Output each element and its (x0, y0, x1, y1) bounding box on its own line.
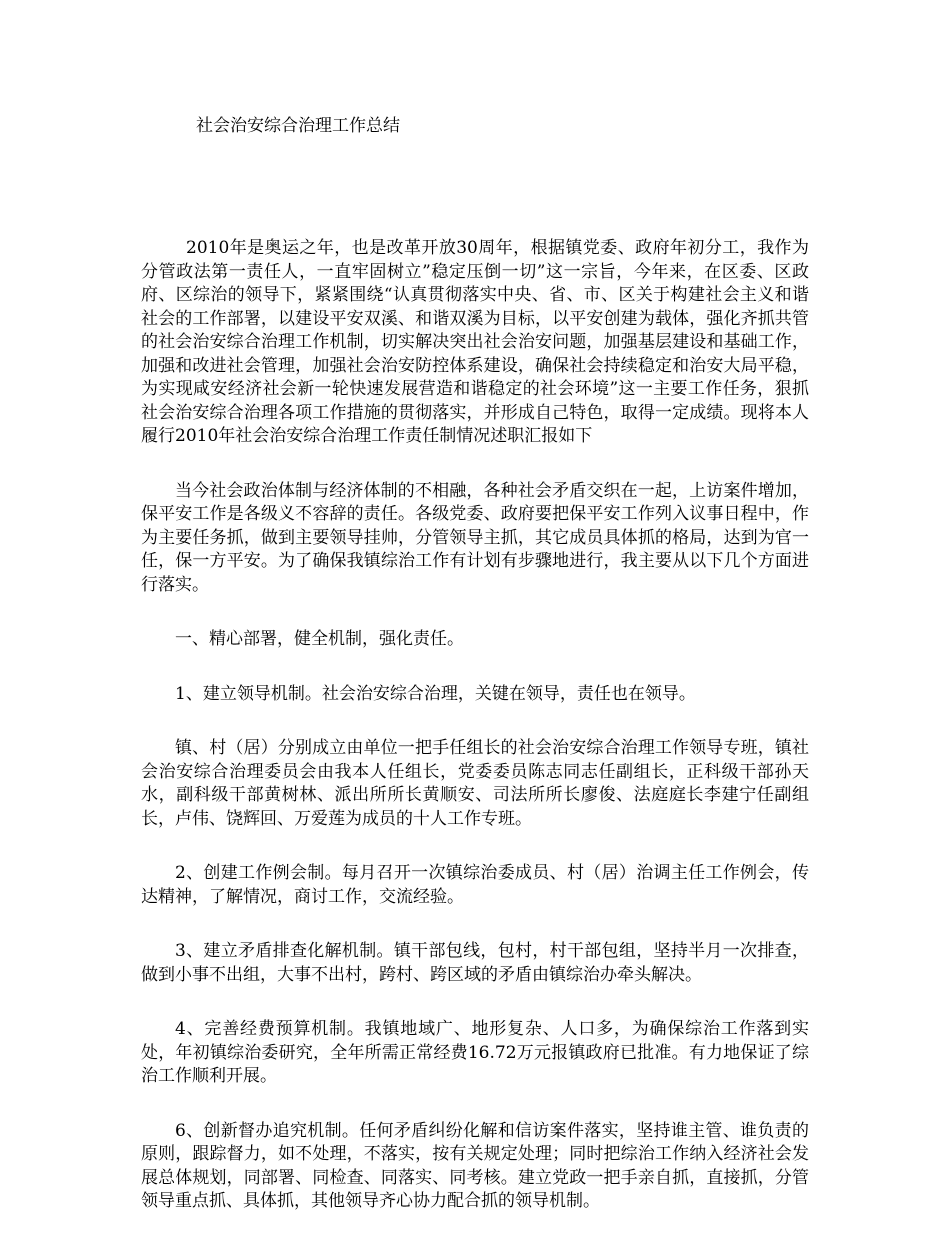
paragraph-item-6: 6、创新督办追究机制。任何矛盾纠纷化解和信访案件落实，坚持谁主管、谁负责的原则，跟踪督力，如不处理，不落实，按有关规定处理；同时把综治工作纳入经济社会发展总体规划，同部署、同检查、同落实、同考核。建立党政一把手亲自抓，直接抓，分管领导重点抓、具体抓，其他领导齐心协力配合抓的领导机制。 (141, 1120, 809, 1211)
paragraph-item-3: 3、建立矛盾排查化解机制。镇干部包线，包村，村干部包组，坚持半月一次排查，做到小事不出组，大事不出村，跨村、跨区域的矛盾由镇综治办牵头解决。 (141, 941, 809, 985)
paragraph-intro: 2010年是奥运之年，也是改革开放30周年，根据镇党委、政府年初分工，我作为分管政法第一责任人，一直牢固树立”稳定压倒一切”这一宗旨，今年来，在区委、区政府、区综治的领导下，紧紧围绕“认真贯彻落实中央、省、市、区关于构建社会主义和谐社会的工作部署，以建设平安双溪、和谐双溪为目标，以平安创建为载体，强化齐抓共管的社会治安综合治理工作机制，切实解决突出社会治安问题，加强基层建设和基础工作，加强和改进社会管理，加强社会治安防控体系建设，确保社会持续稳定和治安大局平稳，为实现咸安经济社会新一轮快速发展营造和谐稳定的社会环境”这一主要工作任务，狠抓社会治安综合治理各项工作措施的贯彻落实，并形成自己特色，取得一定成绩。现将本人履行2010年社会治安综合治理工作责任制情况述职汇报如下 (141, 238, 809, 446)
paragraph-item-2: 2、创建工作例会制。每月召开一次镇综治委成员、村（居）治调主任工作例会，传达精神，了解情况，商讨工作，交流经验。 (141, 863, 809, 907)
document-title: 社会治安综合治理工作总结 (196, 116, 400, 136)
paragraph-item-1: 1、建立领导机制。社会治安综合治理，关键在领导，责任也在领导。 (175, 683, 696, 704)
paragraph-item-4: 4、完善经费预算机制。我镇地域广、地形复杂、人口多，为确保综治工作落到实处，年初镇综治委研究，全年所需正常经费16.72万元报镇政府已批准。有力地保证了综治工作顺利开展。 (141, 1019, 809, 1086)
paragraph-team: 镇、村（居）分别成立由单位一把手任组长的社会治安综合治理工作领导专班，镇社会治安综合治理委员会由我本人任组长，党委委员陈志同志任副组长，正科级干部孙天水，副科级干部黄树林、派出所所长黄顺安、司法所所长廖俊、法庭庭长李建宁任副组长，卢伟、饶辉回、万爱莲为成员的十人工作专班。 (141, 738, 809, 829)
paragraph-context: 当今社会政治体制与经济体制的不相融，各种社会矛盾交织在一起，上访案件增加，保平安工作是各级义不容辞的责任。各级党委、政府要把保平安工作列入议事日程中，作为主要任务抓，做到主要领导挂帅，分管领导主抓，其它成员具体抓的格局，达到为官一任，保一方平安。为了确保我镇综治工作有计划有步骤地进行，我主要从以下几个方面进行落实。 (141, 480, 809, 595)
document-body (141, 237, 809, 1245)
section-heading-1: 一、精心部署，健全机制，强化责任。 (175, 629, 464, 649)
